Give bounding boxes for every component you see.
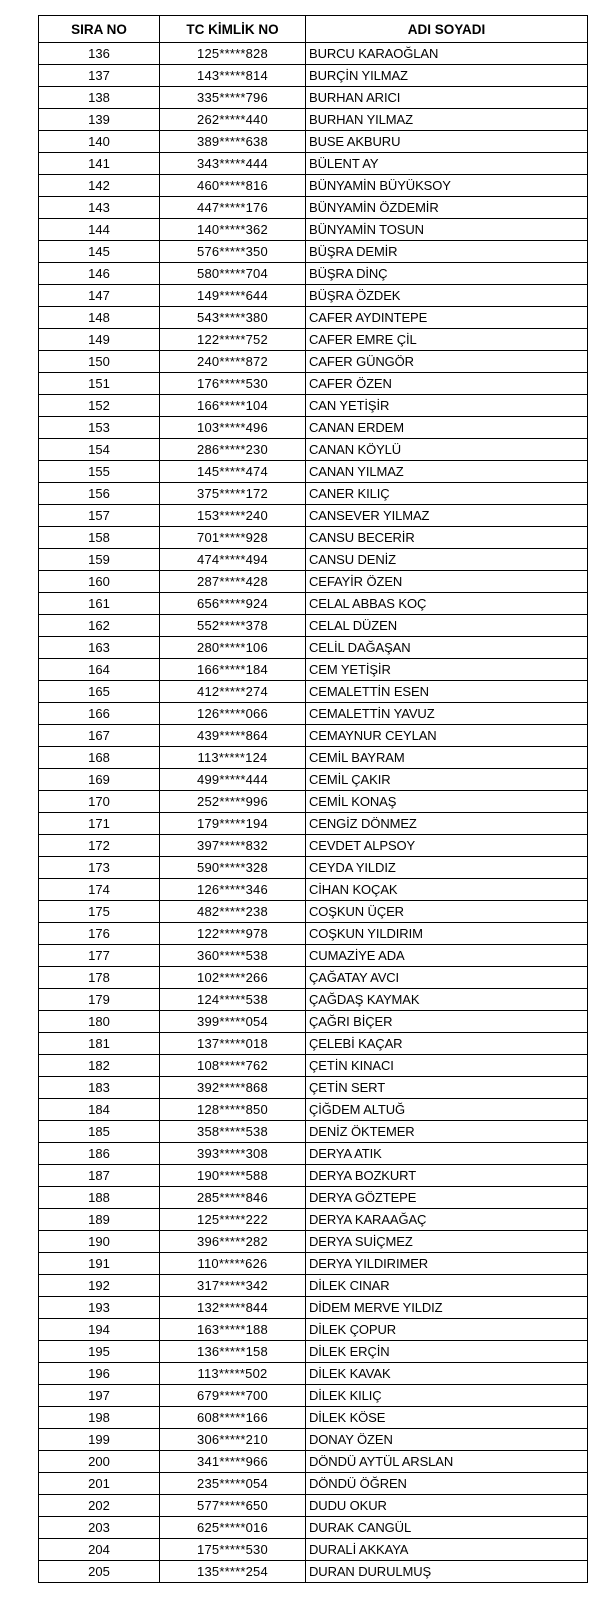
adi-soyadi-cell: DURAN DURULMUŞ: [306, 1561, 588, 1583]
tc-kimlik-no-cell: 625*****016: [160, 1517, 306, 1539]
adi-soyadi-cell: DİLEK ÇOPUR: [306, 1319, 588, 1341]
tc-kimlik-no-cell: 375*****172: [160, 483, 306, 505]
tc-kimlik-no-cell: 113*****502: [160, 1363, 306, 1385]
sira-no-cell: 205: [39, 1561, 160, 1583]
tc-kimlik-no-cell: 396*****282: [160, 1231, 306, 1253]
tc-kimlik-no-cell: 701*****928: [160, 527, 306, 549]
tc-kimlik-no-cell: 132*****844: [160, 1297, 306, 1319]
tc-kimlik-no-cell: 679*****700: [160, 1385, 306, 1407]
sira-no-cell: 182: [39, 1055, 160, 1077]
adi-soyadi-cell: DÖNDÜ ÖĞREN: [306, 1473, 588, 1495]
sira-no-cell: 171: [39, 813, 160, 835]
tc-kimlik-no-cell: 176*****530: [160, 373, 306, 395]
sira-no-cell: 191: [39, 1253, 160, 1275]
sira-no-cell: 161: [39, 593, 160, 615]
sira-no-cell: 142: [39, 175, 160, 197]
table-row: [39, 417, 588, 439]
sira-no-cell: 168: [39, 747, 160, 769]
adi-soyadi-cell: DİLEK KAVAK: [306, 1363, 588, 1385]
sira-no-cell: 176: [39, 923, 160, 945]
adi-soyadi-cell: CAFER ÖZEN: [306, 373, 588, 395]
sira-no-cell: 178: [39, 967, 160, 989]
adi-soyadi-cell: CENGİZ DÖNMEZ: [306, 813, 588, 835]
tc-kimlik-no-cell: 608*****166: [160, 1407, 306, 1429]
adi-soyadi-cell: DERYA KARAAĞAÇ: [306, 1209, 588, 1231]
adi-soyadi-cell: DONAY ÖZEN: [306, 1429, 588, 1451]
tc-kimlik-no-cell: 252*****996: [160, 791, 306, 813]
sira-no-cell: 138: [39, 87, 160, 109]
sira-no-cell: 144: [39, 219, 160, 241]
sira-no-cell: 152: [39, 395, 160, 417]
table-row: [39, 747, 588, 769]
table-row: [39, 1451, 588, 1473]
sira-no-cell: 164: [39, 659, 160, 681]
adi-soyadi-cell: CANSU DENİZ: [306, 549, 588, 571]
table-row: [39, 131, 588, 153]
table-row: [39, 1297, 588, 1319]
sira-no-cell: 189: [39, 1209, 160, 1231]
table-row: [39, 1121, 588, 1143]
table-row: [39, 1143, 588, 1165]
table-row: [39, 1429, 588, 1451]
tc-kimlik-no-cell: 399*****054: [160, 1011, 306, 1033]
adi-soyadi-cell: ÇETİN SERT: [306, 1077, 588, 1099]
adi-soyadi-cell: CEMALETTİN ESEN: [306, 681, 588, 703]
tc-kimlik-no-cell: 240*****872: [160, 351, 306, 373]
table-row: [39, 1187, 588, 1209]
table-row: [39, 285, 588, 307]
table-row: [39, 461, 588, 483]
adi-soyadi-cell: DERYA SUİÇMEZ: [306, 1231, 588, 1253]
adi-soyadi-cell: DUDU OKUR: [306, 1495, 588, 1517]
sira-no-cell: 173: [39, 857, 160, 879]
sira-no-cell: 185: [39, 1121, 160, 1143]
table-row: [39, 1407, 588, 1429]
table-row: [39, 219, 588, 241]
table-row: [39, 351, 588, 373]
table-row: [39, 549, 588, 571]
table-row: [39, 1033, 588, 1055]
table-row: [39, 769, 588, 791]
tc-kimlik-no-cell: 286*****230: [160, 439, 306, 461]
adi-soyadi-cell: CEFAYİR ÖZEN: [306, 571, 588, 593]
table-row: [39, 263, 588, 285]
sira-no-cell: 187: [39, 1165, 160, 1187]
sira-no-cell: 141: [39, 153, 160, 175]
table-row: [39, 1539, 588, 1561]
header-sira-no: SIRA NO: [39, 16, 160, 43]
tc-kimlik-no-cell: 110*****626: [160, 1253, 306, 1275]
adi-soyadi-cell: ÇAĞATAY AVCI: [306, 967, 588, 989]
tc-kimlik-no-cell: 137*****018: [160, 1033, 306, 1055]
roster-table: [38, 15, 588, 1583]
table-row: [39, 879, 588, 901]
adi-soyadi-cell: DURALİ AKKAYA: [306, 1539, 588, 1561]
sira-no-cell: 148: [39, 307, 160, 329]
adi-soyadi-cell: DURAK CANGÜL: [306, 1517, 588, 1539]
adi-soyadi-cell: CEMİL KONAŞ: [306, 791, 588, 813]
adi-soyadi-cell: CANAN YILMAZ: [306, 461, 588, 483]
sira-no-cell: 166: [39, 703, 160, 725]
tc-kimlik-no-cell: 285*****846: [160, 1187, 306, 1209]
adi-soyadi-cell: CANER KILIÇ: [306, 483, 588, 505]
tc-kimlik-no-cell: 317*****342: [160, 1275, 306, 1297]
sira-no-cell: 197: [39, 1385, 160, 1407]
adi-soyadi-cell: DENİZ ÖKTEMER: [306, 1121, 588, 1143]
tc-kimlik-no-cell: 166*****184: [160, 659, 306, 681]
table-row: [39, 1275, 588, 1297]
tc-kimlik-no-cell: 577*****650: [160, 1495, 306, 1517]
adi-soyadi-cell: CUMAZİYE ADA: [306, 945, 588, 967]
tc-kimlik-no-cell: 235*****054: [160, 1473, 306, 1495]
sira-no-cell: 181: [39, 1033, 160, 1055]
tc-kimlik-no-cell: 412*****274: [160, 681, 306, 703]
tc-kimlik-no-cell: 179*****194: [160, 813, 306, 835]
table-row: [39, 1231, 588, 1253]
table-row: [39, 659, 588, 681]
tc-kimlik-no-cell: 656*****924: [160, 593, 306, 615]
tc-kimlik-no-cell: 122*****978: [160, 923, 306, 945]
sira-no-cell: 188: [39, 1187, 160, 1209]
tc-kimlik-no-cell: 143*****814: [160, 65, 306, 87]
adi-soyadi-cell: ÇELEBİ KAÇAR: [306, 1033, 588, 1055]
sira-no-cell: 153: [39, 417, 160, 439]
table-row: [39, 373, 588, 395]
adi-soyadi-cell: CANSU BECERİR: [306, 527, 588, 549]
adi-soyadi-cell: BÜLENT AY: [306, 153, 588, 175]
tc-kimlik-no-cell: 128*****850: [160, 1099, 306, 1121]
table-row: [39, 527, 588, 549]
table-row: [39, 813, 588, 835]
tc-kimlik-no-cell: 392*****868: [160, 1077, 306, 1099]
sira-no-cell: 149: [39, 329, 160, 351]
table-row: [39, 483, 588, 505]
sira-no-cell: 162: [39, 615, 160, 637]
sira-no-cell: 157: [39, 505, 160, 527]
sira-no-cell: 195: [39, 1341, 160, 1363]
sira-no-cell: 193: [39, 1297, 160, 1319]
sira-no-cell: 160: [39, 571, 160, 593]
adi-soyadi-cell: CEMALETTİN YAVUZ: [306, 703, 588, 725]
table-row: [39, 1055, 588, 1077]
table-row: [39, 175, 588, 197]
sira-no-cell: 155: [39, 461, 160, 483]
sira-no-cell: 199: [39, 1429, 160, 1451]
adi-soyadi-cell: BÜŞRA DEMİR: [306, 241, 588, 263]
sira-no-cell: 175: [39, 901, 160, 923]
tc-kimlik-no-cell: 447*****176: [160, 197, 306, 219]
table-body: [39, 43, 588, 1583]
table-row: [39, 681, 588, 703]
sira-no-cell: 194: [39, 1319, 160, 1341]
table-row: [39, 1473, 588, 1495]
adi-soyadi-cell: BÜNYAMİN BÜYÜKSOY: [306, 175, 588, 197]
tc-kimlik-no-cell: 124*****538: [160, 989, 306, 1011]
header-adi-soyadi: ADI SOYADI: [306, 16, 588, 43]
adi-soyadi-cell: BÜŞRA DİNÇ: [306, 263, 588, 285]
tc-kimlik-no-cell: 126*****346: [160, 879, 306, 901]
tc-kimlik-no-cell: 482*****238: [160, 901, 306, 923]
table-row: [39, 703, 588, 725]
tc-kimlik-no-cell: 393*****308: [160, 1143, 306, 1165]
adi-soyadi-cell: CAFER GÜNGÖR: [306, 351, 588, 373]
adi-soyadi-cell: DERYA GÖZTEPE: [306, 1187, 588, 1209]
adi-soyadi-cell: DİDEM MERVE YILDIZ: [306, 1297, 588, 1319]
tc-kimlik-no-cell: 125*****828: [160, 43, 306, 65]
tc-kimlik-no-cell: 590*****328: [160, 857, 306, 879]
sira-no-cell: 190: [39, 1231, 160, 1253]
roster-sheet: [38, 15, 588, 1583]
tc-kimlik-no-cell: 360*****538: [160, 945, 306, 967]
tc-kimlik-no-cell: 439*****864: [160, 725, 306, 747]
adi-soyadi-cell: BURÇİN YILMAZ: [306, 65, 588, 87]
table-row: [39, 87, 588, 109]
adi-soyadi-cell: CAFER EMRE ÇİL: [306, 329, 588, 351]
table-row: [39, 923, 588, 945]
adi-soyadi-cell: DİLEK KÖSE: [306, 1407, 588, 1429]
sira-no-cell: 172: [39, 835, 160, 857]
table-row: [39, 197, 588, 219]
adi-soyadi-cell: CANAN KÖYLÜ: [306, 439, 588, 461]
sira-no-cell: 143: [39, 197, 160, 219]
table-row: [39, 1253, 588, 1275]
sira-no-cell: 146: [39, 263, 160, 285]
tc-kimlik-no-cell: 135*****254: [160, 1561, 306, 1583]
tc-kimlik-no-cell: 287*****428: [160, 571, 306, 593]
tc-kimlik-no-cell: 576*****350: [160, 241, 306, 263]
adi-soyadi-cell: BURHAN ARICI: [306, 87, 588, 109]
adi-soyadi-cell: DİLEK CINAR: [306, 1275, 588, 1297]
adi-soyadi-cell: BÜŞRA ÖZDEK: [306, 285, 588, 307]
tc-kimlik-no-cell: 163*****188: [160, 1319, 306, 1341]
sira-no-cell: 196: [39, 1363, 160, 1385]
tc-kimlik-no-cell: 341*****966: [160, 1451, 306, 1473]
adi-soyadi-cell: CANAN ERDEM: [306, 417, 588, 439]
sira-no-cell: 179: [39, 989, 160, 1011]
tc-kimlik-no-cell: 474*****494: [160, 549, 306, 571]
header-tc-kimlik-no: TC KİMLİK NO: [160, 16, 306, 43]
tc-kimlik-no-cell: 166*****104: [160, 395, 306, 417]
table-row: [39, 505, 588, 527]
tc-kimlik-no-cell: 136*****158: [160, 1341, 306, 1363]
sira-no-cell: 147: [39, 285, 160, 307]
table-row: [39, 1319, 588, 1341]
table-row: [39, 901, 588, 923]
adi-soyadi-cell: COŞKUN ÜÇER: [306, 901, 588, 923]
adi-soyadi-cell: CEYDA YILDIZ: [306, 857, 588, 879]
table-row: [39, 593, 588, 615]
table-row: [39, 329, 588, 351]
table-row: [39, 65, 588, 87]
sira-no-cell: 201: [39, 1473, 160, 1495]
table-row: [39, 241, 588, 263]
tc-kimlik-no-cell: 153*****240: [160, 505, 306, 527]
table-row: [39, 637, 588, 659]
tc-kimlik-no-cell: 149*****644: [160, 285, 306, 307]
adi-soyadi-cell: CEVDET ALPSOY: [306, 835, 588, 857]
adi-soyadi-cell: BÜNYAMİN ÖZDEMİR: [306, 197, 588, 219]
tc-kimlik-no-cell: 499*****444: [160, 769, 306, 791]
tc-kimlik-no-cell: 145*****474: [160, 461, 306, 483]
table-row: [39, 1561, 588, 1583]
table-row: [39, 791, 588, 813]
adi-soyadi-cell: CAN YETİŞİR: [306, 395, 588, 417]
adi-soyadi-cell: DÖNDÜ AYTÜL ARSLAN: [306, 1451, 588, 1473]
tc-kimlik-no-cell: 102*****266: [160, 967, 306, 989]
adi-soyadi-cell: DİLEK ERÇİN: [306, 1341, 588, 1363]
table-row: [39, 153, 588, 175]
table-row: [39, 307, 588, 329]
table-row: [39, 1517, 588, 1539]
tc-kimlik-no-cell: 343*****444: [160, 153, 306, 175]
sira-no-cell: 139: [39, 109, 160, 131]
table-row: [39, 1165, 588, 1187]
tc-kimlik-no-cell: 552*****378: [160, 615, 306, 637]
sira-no-cell: 156: [39, 483, 160, 505]
table-row: [39, 1077, 588, 1099]
table-row: [39, 1385, 588, 1407]
header-row: [39, 16, 588, 43]
tc-kimlik-no-cell: 262*****440: [160, 109, 306, 131]
sira-no-cell: 174: [39, 879, 160, 901]
tc-kimlik-no-cell: 140*****362: [160, 219, 306, 241]
sira-no-cell: 150: [39, 351, 160, 373]
table-row: [39, 1209, 588, 1231]
table-row: [39, 725, 588, 747]
tc-kimlik-no-cell: 460*****816: [160, 175, 306, 197]
tc-kimlik-no-cell: 126*****066: [160, 703, 306, 725]
table-row: [39, 439, 588, 461]
adi-soyadi-cell: DERYA ATIK: [306, 1143, 588, 1165]
tc-kimlik-no-cell: 108*****762: [160, 1055, 306, 1077]
sira-no-cell: 203: [39, 1517, 160, 1539]
adi-soyadi-cell: CEMİL BAYRAM: [306, 747, 588, 769]
sira-no-cell: 192: [39, 1275, 160, 1297]
sira-no-cell: 169: [39, 769, 160, 791]
sira-no-cell: 198: [39, 1407, 160, 1429]
table-row: [39, 989, 588, 1011]
table-header: [39, 16, 588, 43]
adi-soyadi-cell: ÇAĞRI BİÇER: [306, 1011, 588, 1033]
adi-soyadi-cell: ÇİĞDEM ALTUĞ: [306, 1099, 588, 1121]
table-row: [39, 1363, 588, 1385]
adi-soyadi-cell: BUSE AKBURU: [306, 131, 588, 153]
tc-kimlik-no-cell: 358*****538: [160, 1121, 306, 1143]
tc-kimlik-no-cell: 175*****530: [160, 1539, 306, 1561]
table-row: [39, 571, 588, 593]
adi-soyadi-cell: ÇETİN KINACI: [306, 1055, 588, 1077]
sira-no-cell: 165: [39, 681, 160, 703]
adi-soyadi-cell: BÜNYAMİN TOSUN: [306, 219, 588, 241]
adi-soyadi-cell: CELAL ABBAS KOÇ: [306, 593, 588, 615]
table-row: [39, 109, 588, 131]
tc-kimlik-no-cell: 190*****588: [160, 1165, 306, 1187]
table-row: [39, 43, 588, 65]
tc-kimlik-no-cell: 543*****380: [160, 307, 306, 329]
sira-no-cell: 136: [39, 43, 160, 65]
sira-no-cell: 204: [39, 1539, 160, 1561]
tc-kimlik-no-cell: 103*****496: [160, 417, 306, 439]
adi-soyadi-cell: ÇAĞDAŞ KAYMAK: [306, 989, 588, 1011]
table-row: [39, 395, 588, 417]
tc-kimlik-no-cell: 125*****222: [160, 1209, 306, 1231]
tc-kimlik-no-cell: 306*****210: [160, 1429, 306, 1451]
table-row: [39, 945, 588, 967]
sira-no-cell: 151: [39, 373, 160, 395]
sira-no-cell: 177: [39, 945, 160, 967]
sira-no-cell: 163: [39, 637, 160, 659]
sira-no-cell: 200: [39, 1451, 160, 1473]
sira-no-cell: 170: [39, 791, 160, 813]
sira-no-cell: 180: [39, 1011, 160, 1033]
table-row: [39, 857, 588, 879]
sira-no-cell: 202: [39, 1495, 160, 1517]
adi-soyadi-cell: BURCU KARAOĞLAN: [306, 43, 588, 65]
adi-soyadi-cell: CİHAN KOÇAK: [306, 879, 588, 901]
table-row: [39, 1011, 588, 1033]
adi-soyadi-cell: DERYA BOZKURT: [306, 1165, 588, 1187]
sira-no-cell: 140: [39, 131, 160, 153]
adi-soyadi-cell: CANSEVER YILMAZ: [306, 505, 588, 527]
adi-soyadi-cell: COŞKUN YILDIRIM: [306, 923, 588, 945]
sira-no-cell: 183: [39, 1077, 160, 1099]
adi-soyadi-cell: CEM YETİŞİR: [306, 659, 588, 681]
tc-kimlik-no-cell: 335*****796: [160, 87, 306, 109]
adi-soyadi-cell: CELİL DAĞAŞAN: [306, 637, 588, 659]
table-row: [39, 1099, 588, 1121]
table-row: [39, 835, 588, 857]
sira-no-cell: 137: [39, 65, 160, 87]
adi-soyadi-cell: DİLEK KILIÇ: [306, 1385, 588, 1407]
sira-no-cell: 154: [39, 439, 160, 461]
adi-soyadi-cell: DERYA YILDIRIMER: [306, 1253, 588, 1275]
sira-no-cell: 159: [39, 549, 160, 571]
table-row: [39, 967, 588, 989]
table-row: [39, 1341, 588, 1363]
adi-soyadi-cell: CEMAYNUR CEYLAN: [306, 725, 588, 747]
tc-kimlik-no-cell: 113*****124: [160, 747, 306, 769]
sira-no-cell: 186: [39, 1143, 160, 1165]
sira-no-cell: 184: [39, 1099, 160, 1121]
table-row: [39, 1495, 588, 1517]
adi-soyadi-cell: BURHAN YILMAZ: [306, 109, 588, 131]
sira-no-cell: 158: [39, 527, 160, 549]
tc-kimlik-no-cell: 397*****832: [160, 835, 306, 857]
sira-no-cell: 145: [39, 241, 160, 263]
tc-kimlik-no-cell: 580*****704: [160, 263, 306, 285]
adi-soyadi-cell: CEMİL ÇAKIR: [306, 769, 588, 791]
tc-kimlik-no-cell: 280*****106: [160, 637, 306, 659]
adi-soyadi-cell: CAFER AYDINTEPE: [306, 307, 588, 329]
tc-kimlik-no-cell: 389*****638: [160, 131, 306, 153]
adi-soyadi-cell: CELAL DÜZEN: [306, 615, 588, 637]
sira-no-cell: 167: [39, 725, 160, 747]
tc-kimlik-no-cell: 122*****752: [160, 329, 306, 351]
table-row: [39, 615, 588, 637]
